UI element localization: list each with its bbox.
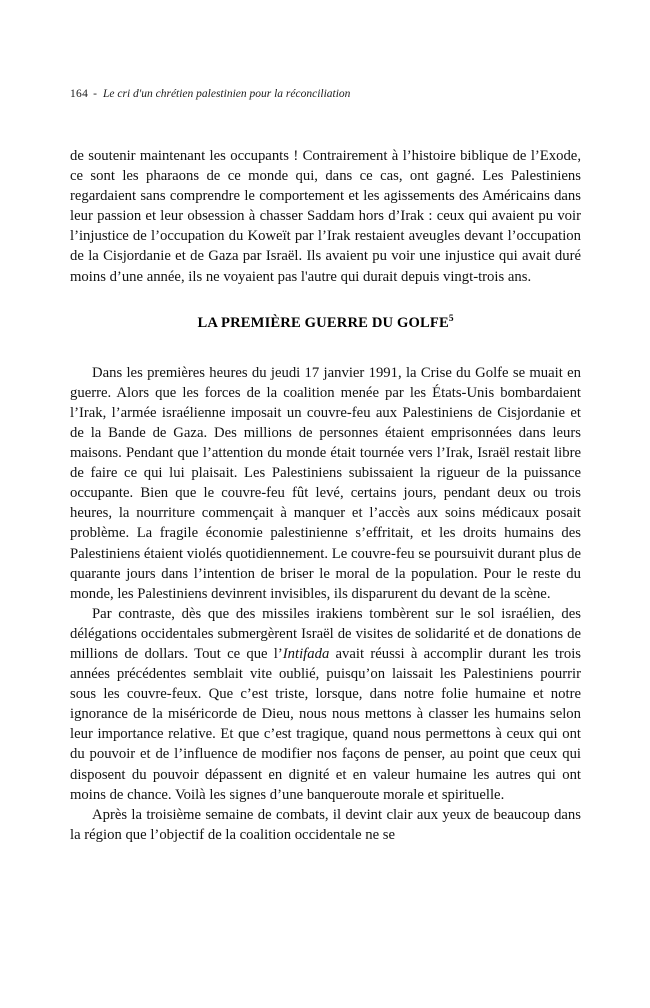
spacer-after-heading <box>70 333 581 363</box>
paragraph-body-intifada <box>70 604 581 805</box>
running-head <box>70 86 582 102</box>
footnote-marker: 5 <box>448 313 454 324</box>
paragraph-text-before-italic: Par contraste, dès que des missiles irakiens tombèrent sur le sol israélien, des délégations occidentales submergèrent Israël de visites de solidarité et de donations de millions de dollars. Tout ce que l’ <box>70 605 581 662</box>
paragraph-body: Dans les premières heures du jeudi 17 janvier 1991, la Crise du Golfe se muait en guerre. Alors que les forces de la coalition menée par les États-Unis bombardaient l’Irak, l’armée israélienne imposait un couvre-feu aux Palestiniens de Cisjordanie et de la Bande de Gaza. Des millions de personnes étaient emprisonnées dans leurs maisons. Pendant que l’attention du monde était tournée vers l’Irak, Israël restait libre de faire ce qui lui plaisait. Les Palestiniens subissaient la rigueur de la puissance occupante. Bien que le couvre-feu fût levé, certains jours, pendant deux ou trois heures, la nourriture commençait à manquer et l’accès aux soins médicaux posait problème. La fragile économie palestinienne s’effritait, et les droits humains des Palestiniens étaient violés quotidiennement. Le couvre-feu se poursuivit durant plus de quarante jours dans l’intention de briser le moral de la population. Pour le reste du monde, les Palestiniens devinrent invisibles, ils disparurent du devant de la scène. <box>70 364 581 602</box>
section-heading <box>70 313 581 333</box>
text-block <box>70 146 581 845</box>
paragraph-body-last: Après la troisième semaine de combats, il devint clair aux yeux de beaucoup dans la région que l’objectif de la coalition occidentale ne se <box>70 806 581 843</box>
section-heading-text: LA PREMIÈRE GUERRE DU GOLFE <box>197 314 449 331</box>
paragraph-continuation: de soutenir maintenant les occupants ! Contrairement à l’histoire biblique de l’Exode, ce sont les pharaons de ce monde qui, dans ce cas, ont gagné. Les Palestiniens regardaient sans comprendre le comportement et les agissements des Américains dans leur passion et leur obsession à chasser Saddam hors d’Irak : ceux qui avaient pu voir l’injustice de l’occupation du Koweït par l’Irak restaient aveugles devant l’occupation de la Cisjordanie et de Gaza par Israël. Ils avaient pu voir une injustice qui avait duré moins d’une année, ils ne voyaient pas l'autre qui durait depuis vingt-trois ans. <box>70 148 581 285</box>
spacer-before-heading <box>70 287 581 313</box>
page-number: 164 <box>70 88 89 100</box>
paragraph-text-after-italic: avait réussi à accomplir durant les trois années précédentes semblait vite oublié, puisqu’on laissait les Palestiniens pourrir sous les couvre-feux. Que c’est triste, lorsque, dans notre folie humaine et notre ignorance de la miséricorde de Dieu, nous nous mettons à classer les humains selon leur importance relative. Et que c’est tragique, quand nous permettons à ceux qui ont du pouvoir et de l’influence de modifier nos façons de penser, au point que ceux qui disposent du pouvoir dépassent en dignité et en valeur humaine les autres qui ont moins de chance. Voilà les signes d’une banqueroute morale et spirituelle. <box>70 645 581 803</box>
book-title: Le cri d'un chrétien palestinien pour la réconciliation <box>103 88 351 100</box>
running-head-separator: - <box>93 88 97 100</box>
italic-term-intifada: Intifada <box>282 645 330 662</box>
